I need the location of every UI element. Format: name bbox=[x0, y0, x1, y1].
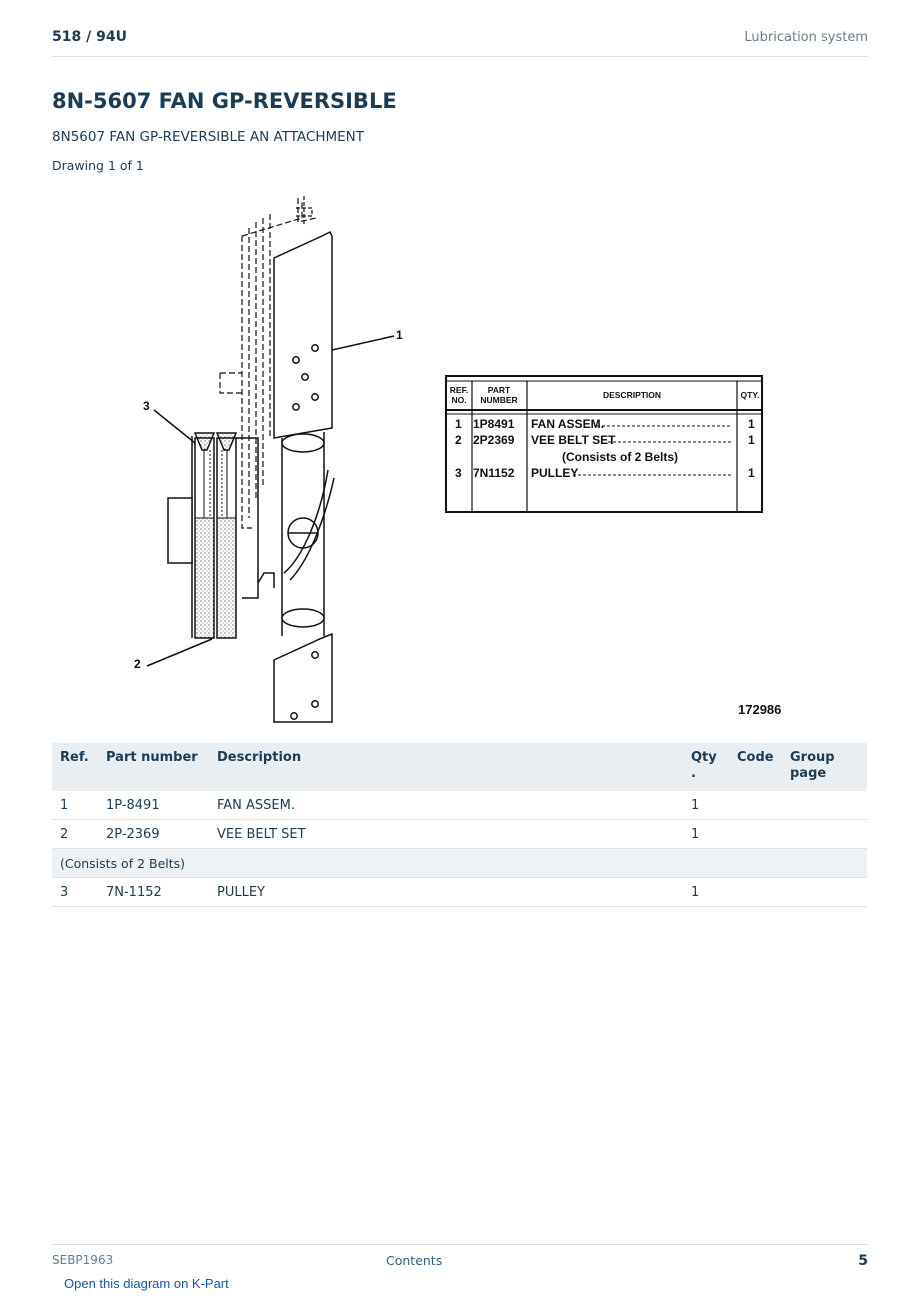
page-reference: 518 / 94U bbox=[52, 29, 127, 45]
callout-1: 1 bbox=[396, 328, 403, 342]
cell-group-page bbox=[782, 878, 867, 907]
inset-header-qty: QTY. bbox=[740, 390, 760, 400]
cell-part-number: 1P-8491 bbox=[98, 791, 209, 820]
cell-part-number: 7N-1152 bbox=[98, 878, 209, 907]
table-row bbox=[52, 878, 867, 907]
inset-row1-part: 1P8491 bbox=[473, 417, 515, 431]
parts-diagram bbox=[52, 188, 867, 728]
inset-row1-desc: FAN ASSEM. bbox=[531, 417, 604, 431]
inset-header-ref-1: REF. bbox=[449, 385, 469, 395]
inset-row3-part: 7N1152 bbox=[473, 466, 515, 480]
inset-row1-ref: 1 bbox=[455, 417, 462, 431]
cell-description: PULLEY bbox=[209, 878, 683, 907]
inset-header-part-2: NUMBER bbox=[480, 395, 518, 405]
inset-header-ref-2: NO. bbox=[451, 395, 467, 405]
parts-table bbox=[52, 743, 867, 907]
drawing-count: Drawing 1 of 1 bbox=[52, 158, 144, 173]
cell-ref: 1 bbox=[52, 791, 98, 820]
inset-row2-part: 2P2369 bbox=[473, 433, 515, 447]
cell-group-page bbox=[782, 820, 867, 849]
table-row bbox=[52, 820, 867, 849]
inset-header-part-1: PART bbox=[487, 385, 511, 395]
page-header bbox=[52, 28, 868, 57]
page-subtitle: 8N5607 FAN GP-REVERSIBLE AN ATTACHMENT bbox=[52, 129, 364, 145]
cell-code bbox=[729, 878, 782, 907]
cell-group-page bbox=[782, 791, 867, 820]
cell-ref: 3 bbox=[52, 878, 98, 907]
cell-description: FAN ASSEM. bbox=[209, 791, 683, 820]
inset-row1-qty: 1 bbox=[748, 417, 755, 431]
inset-row2-ref: 2 bbox=[455, 433, 462, 447]
cell-ref: 2 bbox=[52, 820, 98, 849]
table-header-row bbox=[52, 743, 867, 791]
page-number: 5 bbox=[858, 1253, 868, 1269]
callout-3: 3 bbox=[143, 399, 150, 413]
cell-note: (Consists of 2 Belts) bbox=[52, 849, 867, 878]
inset-header-description: DESCRIPTION bbox=[602, 390, 662, 400]
inset-row3-desc: PULLEY bbox=[531, 466, 579, 480]
inset-row3-qty: 1 bbox=[748, 466, 755, 480]
cell-code bbox=[729, 791, 782, 820]
page-footer bbox=[52, 1244, 868, 1275]
header-qty: Qty . bbox=[683, 743, 729, 791]
inset-row2-note: (Consists of 2 Belts) bbox=[562, 450, 679, 464]
inset-row3-ref: 3 bbox=[455, 466, 462, 480]
kpart-link[interactable]: Open this diagram on K-Part bbox=[64, 1276, 229, 1291]
callout-2: 2 bbox=[134, 657, 141, 671]
cell-qty: 1 bbox=[683, 820, 729, 849]
section-name: Lubrication system bbox=[744, 30, 868, 45]
cell-qty: 1 bbox=[683, 878, 729, 907]
inset-parts-table bbox=[446, 376, 762, 512]
cell-qty: 1 bbox=[683, 791, 729, 820]
table-note-row bbox=[52, 849, 867, 878]
table-row bbox=[52, 791, 867, 820]
header-part-number: Part number bbox=[98, 743, 209, 791]
document-id: SEBP1963 bbox=[52, 1253, 114, 1267]
image-number: 172986 bbox=[738, 702, 782, 717]
inset-row2-desc: VEE BELT SET bbox=[531, 433, 616, 447]
header-group-page: Group page bbox=[782, 743, 867, 791]
contents-link[interactable]: Contents bbox=[386, 1253, 443, 1268]
inset-row2-qty: 1 bbox=[748, 433, 755, 447]
cell-part-number: 2P-2369 bbox=[98, 820, 209, 849]
cell-description: VEE BELT SET bbox=[209, 820, 683, 849]
fan-assembly-drawing bbox=[147, 196, 394, 722]
header-ref: Ref. bbox=[52, 743, 98, 791]
header-code: Code bbox=[729, 743, 782, 791]
cell-code bbox=[729, 820, 782, 849]
header-description: Description bbox=[209, 743, 683, 791]
page-title: 8N-5607 FAN GP-REVERSIBLE bbox=[52, 89, 397, 113]
